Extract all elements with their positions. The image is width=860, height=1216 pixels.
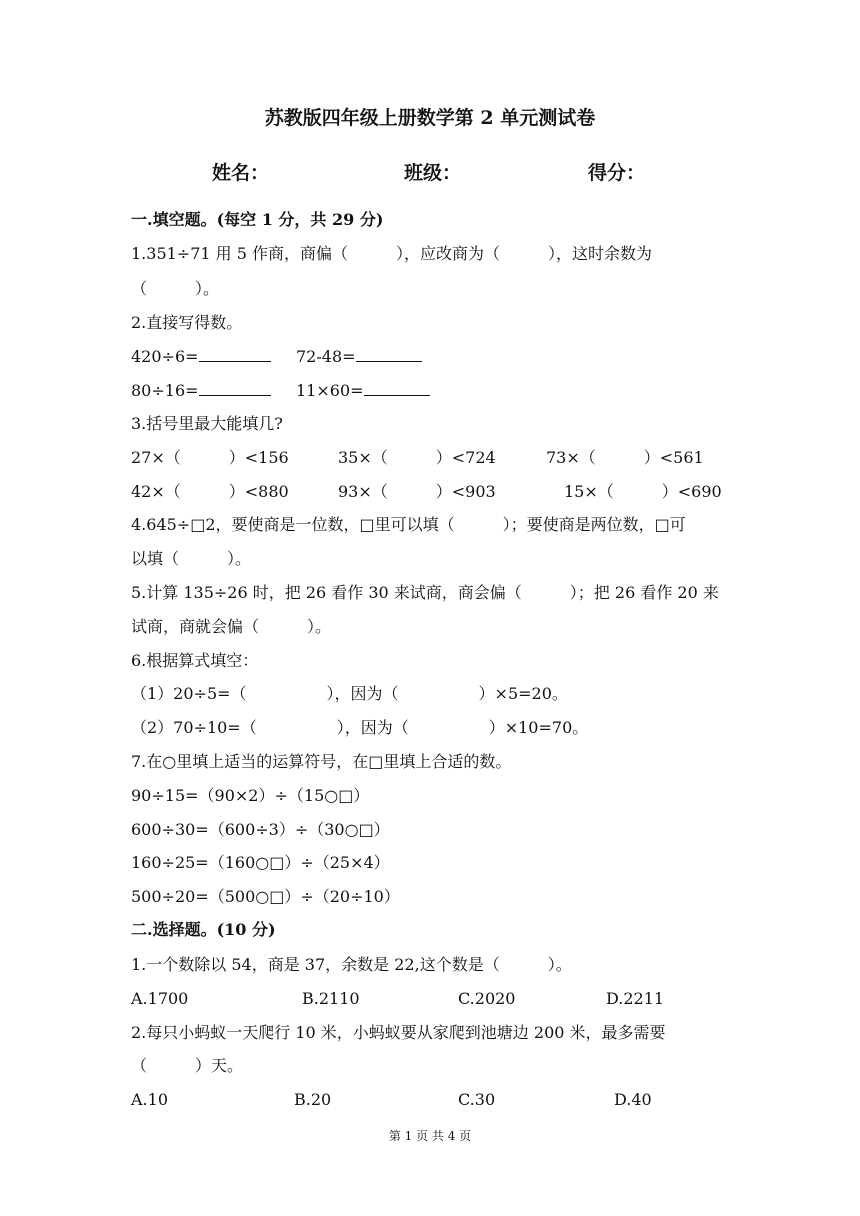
class-label: 班级： [404, 162, 462, 184]
page-footer: 第 1 页 共 4 页 [388, 1129, 472, 1143]
question-3: 3.括号里最大能填几? [131, 414, 283, 433]
question-5-line-2: 试商，商就会偏（ ）。 [131, 617, 332, 636]
q2-item-2: 72-48= [296, 346, 422, 368]
q7-item-4: 500÷20=（500○□）÷（20÷10） [131, 887, 400, 906]
question-2: 2.直接写得数。 [131, 313, 243, 332]
s2-q1-option-c[interactable]: C.2020 [458, 989, 516, 1008]
q3-item-5: 93×（ ）<903 [338, 482, 496, 501]
s2-q2-option-c[interactable]: C.30 [458, 1090, 496, 1109]
q7-item-2: 600÷30=（600÷3）÷（30○□） [131, 820, 390, 839]
answer-blank[interactable] [356, 347, 422, 362]
s2-q1-option-d[interactable]: D.2211 [606, 989, 665, 1008]
q6-item-2: （2）70÷10=（ ），因为（ ）×10=70。 [131, 718, 589, 737]
q2-item-4: 11×60= [296, 380, 430, 402]
name-label: 姓名： [212, 162, 270, 184]
question-5-line-1: 5.计算 135÷26 时，把 26 看作 30 来试商，商会偏（ ）；把 26 看作 20 来 [131, 583, 719, 602]
question-1-line-2: （ ）。 [131, 279, 220, 298]
question-4-line-2: 以填（ ）。 [131, 549, 252, 568]
s2-question-2-line-1: 2.每只小蚂蚁一天爬行 10 米，小蚂蚁要从家爬到池塘边 200 米，最多需要 [131, 1023, 666, 1042]
q3-item-6: 15×（ ）<690 [564, 482, 722, 501]
q3-item-2: 35×（ ）<724 [338, 448, 496, 467]
score-label: 得分： [588, 162, 646, 184]
answer-blank[interactable] [199, 347, 271, 362]
page-title: 苏教版四年级上册数学第 2 单元测试卷 [264, 107, 596, 129]
q3-item-4: 42×（ ）<880 [131, 482, 289, 501]
question-6: 6.根据算式填空： [131, 651, 259, 670]
question-7: 7.在○里填上适当的运算符号，在□里填上合适的数。 [131, 752, 512, 771]
section-2-heading: 二.选择题。(10 分) [131, 920, 276, 939]
s2-q1-option-a[interactable]: A.1700 [131, 989, 189, 1008]
q2-item-1: 420÷6= [131, 346, 271, 368]
section-1-heading: 一.填空题。(每空 1 分，共 29 分) [131, 210, 384, 229]
s2-question-2-line-2: （ ）天。 [131, 1056, 244, 1075]
q7-item-3: 160÷25=（160○□）÷（25×4） [131, 853, 390, 872]
s2-q2-option-b[interactable]: B.20 [294, 1090, 332, 1109]
q3-item-1: 27×（ ）<156 [131, 448, 289, 467]
s2-q1-option-b[interactable]: B.2110 [302, 989, 360, 1008]
answer-blank[interactable] [364, 381, 430, 396]
q3-item-3: 73×（ ）<561 [546, 448, 704, 467]
s2-question-1: 1.一个数除以 54，商是 37，余数是 22,这个数是（ ）。 [131, 955, 572, 974]
q6-item-1: （1）20÷5=（ ），因为（ ）×5=20。 [131, 684, 568, 703]
question-4-line-1: 4.645÷□2，要使商是一位数，□里可以填（ ）；要使商是两位数，□可 [131, 515, 686, 534]
question-1-line-1: 1.351÷71 用 5 作商，商偏（ ），应改商为（ ），这时余数为 [131, 244, 653, 263]
answer-blank[interactable] [199, 381, 271, 396]
q2-item-3: 80÷16= [131, 380, 271, 402]
s2-q2-option-a[interactable]: A.10 [131, 1090, 168, 1109]
q7-item-1: 90÷15=（90×2）÷（15○□） [131, 786, 370, 805]
s2-q2-option-d[interactable]: D.40 [614, 1090, 652, 1109]
